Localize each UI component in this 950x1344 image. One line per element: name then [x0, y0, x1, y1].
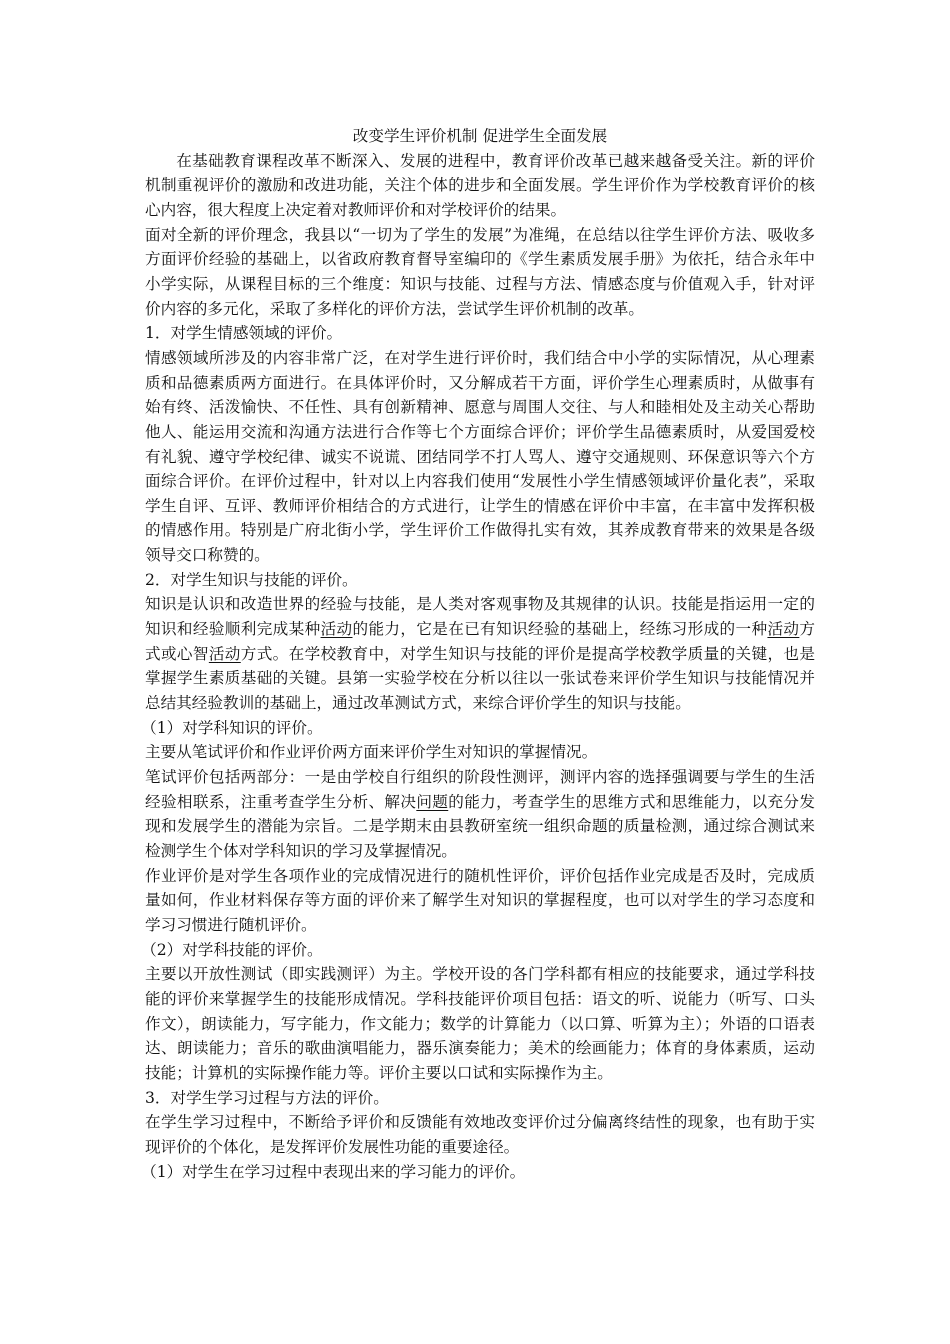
knowledge-text-b: 的能力，它是在已有知识经验的基础上，经练习形成的一种 — [352, 620, 768, 639]
activity-link-3[interactable]: 活动 — [208, 644, 241, 663]
knowledge-skills-paragraph — [145, 592, 815, 715]
problem-link[interactable]: 问题 — [416, 792, 449, 811]
knowledge-text-c: 方式或心智 — [145, 620, 815, 663]
subsection-3-1-heading: （1）对学生在学习过程中表现出来的学习能力的评价。 — [141, 1162, 526, 1181]
activity-link-1[interactable]: 活动 — [320, 620, 353, 639]
section-3-heading: 3．对学生学习过程与方法的评价。 — [145, 1088, 389, 1107]
document-body — [141, 124, 815, 1184]
written-text-b: 的能力，考查学生的思维方式和思维能力，以充分发现和发展学生的潜能为宗旨。二是学期末由县教研室统一组织命题的质量检测，通过综合测试来检测学生个体对学科知识的学习及掌握情况。 — [145, 792, 815, 861]
written-evaluation-paragraph — [145, 765, 815, 864]
section-1-heading: 1．对学生情感领域的评价。 — [145, 324, 343, 343]
written-homework-intro: 主要从笔试评价和作业评价两方面来评价学生对知识的掌握情况。 — [145, 743, 598, 762]
written-text-a: 笔试评价包括两部分：一是由学校自行组织的阶段性测评，测评内容的选择强调要与学生的生活经验相联系，注重考查学生分析、解决 — [145, 768, 815, 811]
emotional-domain-paragraph: 情感领域所涉及的内容非常广泛，在对学生进行评价时，我们结合中小学的实际情况，从心理素质和品德素质两方面进行。在具体评价时，又分解成若干方面，评价学生心理素质时，从做事有始有终、活泼愉快、不任性、具有创新精神、愿意与周围人交往、与人和睦相处及主动关心帮助他人、能运用交流和沟通方法进行合作等七个方面综合评价；评价学生品德素质时，从爱国爱校有礼貌、遵守学校纪律、诚实不说谎、团结同学不打人骂人、遵守交通规则、环保意识等六个方面综合评价。在评价过程中，针对以上内容我们使用“发展性小学生情感领域评价量化表”，采取学生自评、互评、教师评价相结合的方式进行，让学生的情感在评价中丰富，在丰富中发挥积极的情感作用。特别是广府北街小学，学生评价工作做得扎实有效，其养成教育带来的效果是各级领导交口称赞的。 — [145, 348, 815, 565]
knowledge-text-d: 方式。在学校教育中，对学生知识与技能的评价是提高学校教学质量的关键，也是掌握学生素质基础的关键。县第一实验学校在分析以往以一张试卷来评价学生知识与技能情况并总结其经验教训的基础上，通过改革测试方式，来综合评价学生的知识与技能。 — [145, 644, 815, 713]
section-2-heading: 2．对学生知识与技能的评价。 — [145, 570, 358, 589]
homework-evaluation-paragraph: 作业评价是对学生各项作业的完成情况进行的随机性评价，评价包括作业完成是否及时，完成质量如何，作业材料保存等方面的评价来了解学生对知识的掌握程度，也可以对学生的学习态度和学习习惯进行随机评价。 — [145, 866, 815, 934]
subsection-2-2-heading: （2）对学科技能的评价。 — [141, 940, 323, 959]
subsection-2-1-heading: （1）对学科知识的评价。 — [141, 718, 323, 737]
document-title: 改变学生评价机制 促进学生全面发展 — [352, 127, 608, 145]
knowledge-text-a: 知识是认识和改造世界的经验与技能，是人类对客观事物及其规律的认识。技能是指运用一定的知识和经验顺利完成某种 — [145, 595, 815, 639]
learning-process-paragraph: 在学生学习过程中，不断给予评价和反馈能有效地改变评价过分偏离终结性的现象，也有助于实现评价的个体化，是发挥评价发展性功能的重要途径。 — [145, 1113, 815, 1156]
skills-evaluation-paragraph: 主要以开放性测试（即实践测评）为主。学校开设的各门学科都有相应的技能要求，通过学科技能的评价来掌握学生的技能形成情况。学科技能评价项目包括：语文的听、说能力（听写、口头作文），朗读能力，写字能力，作文能力；数学的计算能力（以口算、听算为主）；外语的口语表达、朗读能力；音乐的歌曲演唱能力，器乐演奏能力；美术的绘画能力；体育的身体素质，运动技能；计算机的实际操作能力等。评价主要以口试和实际操作为主。 — [145, 965, 815, 1082]
intro-paragraph: 在基础教育课程改革不断深入、发展的进程中，教育评价改革已越来越备受关注。新的评价机制重视评价的激励和改进功能，关注个体的进步和全面发展。学生评价作为学校教育评价的核心内容，很大程度上决定着对教师评价和对学校评价的结果。 — [145, 151, 815, 219]
evaluation-concept-paragraph: 面对全新的评价理念，我县以“一切为了学生的发展”为准绳，在总结以往学生评价方法、吸收多方面评价经验的基础上，以省政府教育督导室编印的《学生素质发展手册》为依托，结合永年中小学实际，从课程目标的三个维度：知识与技能、过程与方法、情感态度与价值观入手，针对评价内容的多元化，采取了多样化的评价方法，尝试学生评价机制的改革。 — [145, 225, 815, 318]
activity-link-2[interactable]: 活动 — [767, 620, 800, 639]
